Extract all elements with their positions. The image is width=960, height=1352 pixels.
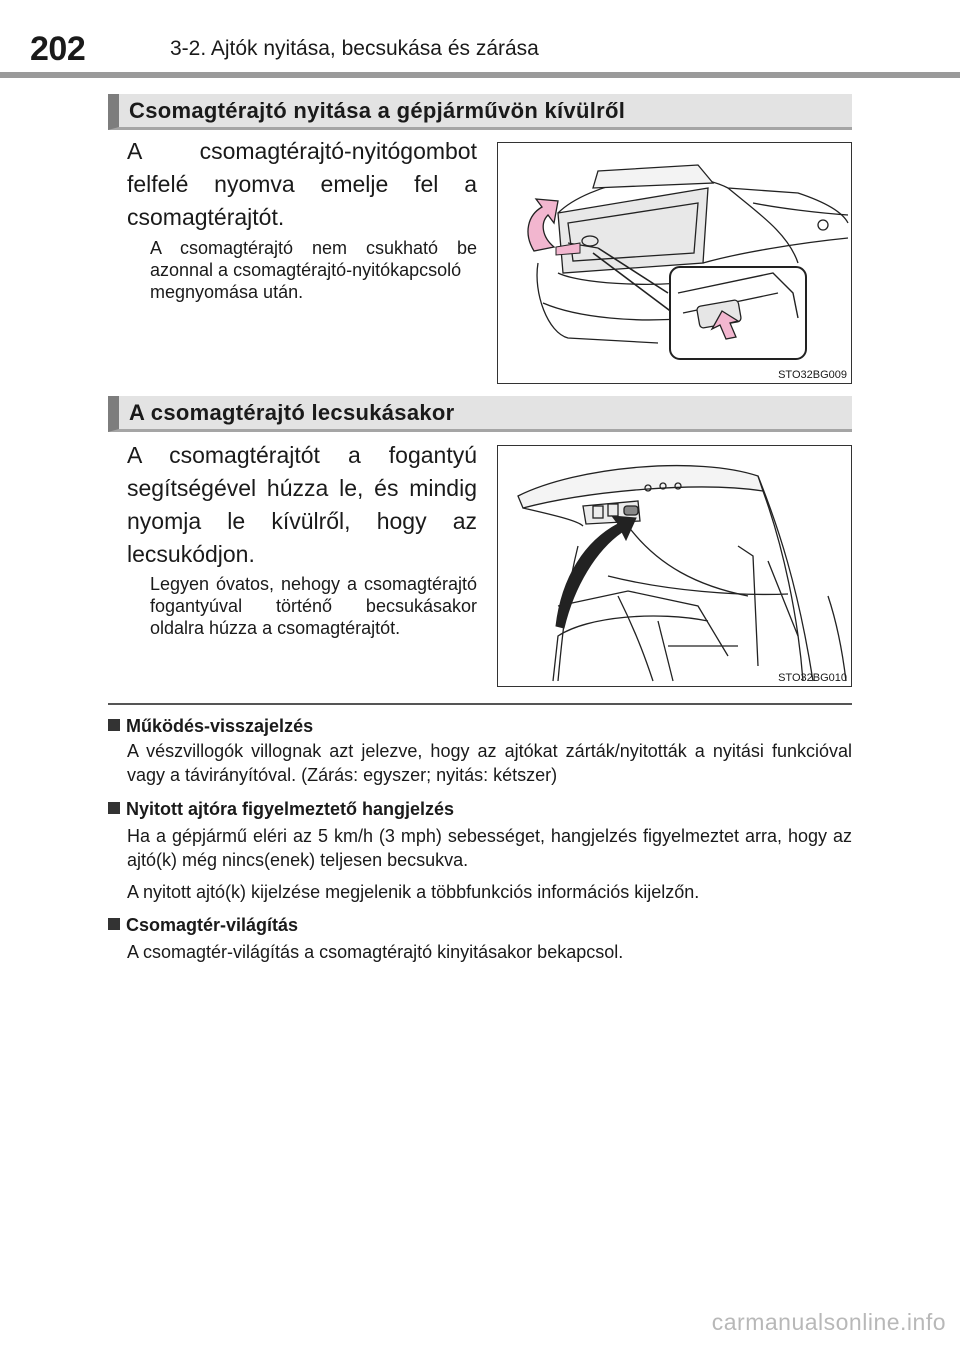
opening-note-line-1: A csomagtérajtó nem csukható be azonnal a csomagtérajtó-nyitókapcsoló bbox=[150, 238, 477, 280]
section-divider bbox=[108, 703, 852, 705]
bullet-square-icon bbox=[108, 918, 120, 930]
page-number: 202 bbox=[30, 30, 86, 68]
figure-code: STO32BG009 bbox=[778, 369, 847, 381]
info-text-luggage-light: A csomagtér-világítás a csomagtérajtó kinyitásakor bekapcsol. bbox=[127, 942, 624, 962]
chapter-title: 3-2. Ajtók nyitása, becsukása és zárása bbox=[170, 37, 539, 60]
info-heading-luggage-light: Csomagtér-világítás bbox=[108, 914, 298, 936]
bullet-square-icon bbox=[108, 802, 120, 814]
closing-instruction: A csomagtérajtót a fogantyú segítségével húzza le, és mindig nyomja le kívülről, hogy az lecsukódjon. bbox=[127, 442, 477, 567]
info-text-operation-signal: A vészvillogók villognak azt jelezve, hogy az ajtókat zárták/nyitották a nyitási funkcióval vagy a távirányítóval. (Zárás: egyszer; nyitás: kétszer) bbox=[127, 741, 852, 785]
closing-note: Legyen óvatos, nehogy a csomagtérajtó fogantyúval történő becsukásakor oldalra húzza a csomagtérajtót. bbox=[150, 574, 477, 638]
opening-note-line-2: megnyomása után. bbox=[150, 282, 304, 302]
opening-note bbox=[150, 237, 477, 303]
info-text-open-door-buzzer-1: Ha a gépjármű eléri az 5 km/h (3 mph) sebességet, hangjelzés figyelmeztet arra, hogy az ajtó(k) még nincs(enek) teljesen becsukva. bbox=[127, 826, 852, 870]
info-heading-open-door-buzzer: Nyitott ajtóra figyelmeztető hangjelzés bbox=[108, 798, 454, 820]
upward-arrow-icon bbox=[556, 516, 636, 628]
section-title-opening: Csomagtérajtó nyitása a gépjárművön kívülről bbox=[108, 94, 852, 130]
tailgate-opener-illustration bbox=[498, 143, 851, 383]
figure-tailgate-closing bbox=[497, 445, 852, 687]
section-title-closing: A csomagtérajtó lecsukásakor bbox=[108, 396, 852, 432]
opening-instruction: A csomagtérajtó-nyitógombot felfelé nyomva emelje fel a csomagtérajtót. bbox=[127, 138, 477, 230]
figure-tailgate-opener bbox=[497, 142, 852, 384]
up-arrow-icon bbox=[528, 199, 558, 251]
header-rule bbox=[0, 72, 960, 78]
info-heading-operation-signal: Működés-visszajelzés bbox=[108, 715, 313, 737]
bullet-square-icon bbox=[108, 719, 120, 731]
tailgate-closing-illustration bbox=[498, 446, 851, 686]
figure-code: STO32BG010 bbox=[778, 672, 847, 684]
watermark: carmanualsonline.info bbox=[711, 1309, 946, 1335]
info-text-open-door-buzzer-2: A nyitott ajtó(k) kijelzése megjelenik a többfunkciós információs kijelzőn. bbox=[127, 882, 700, 902]
